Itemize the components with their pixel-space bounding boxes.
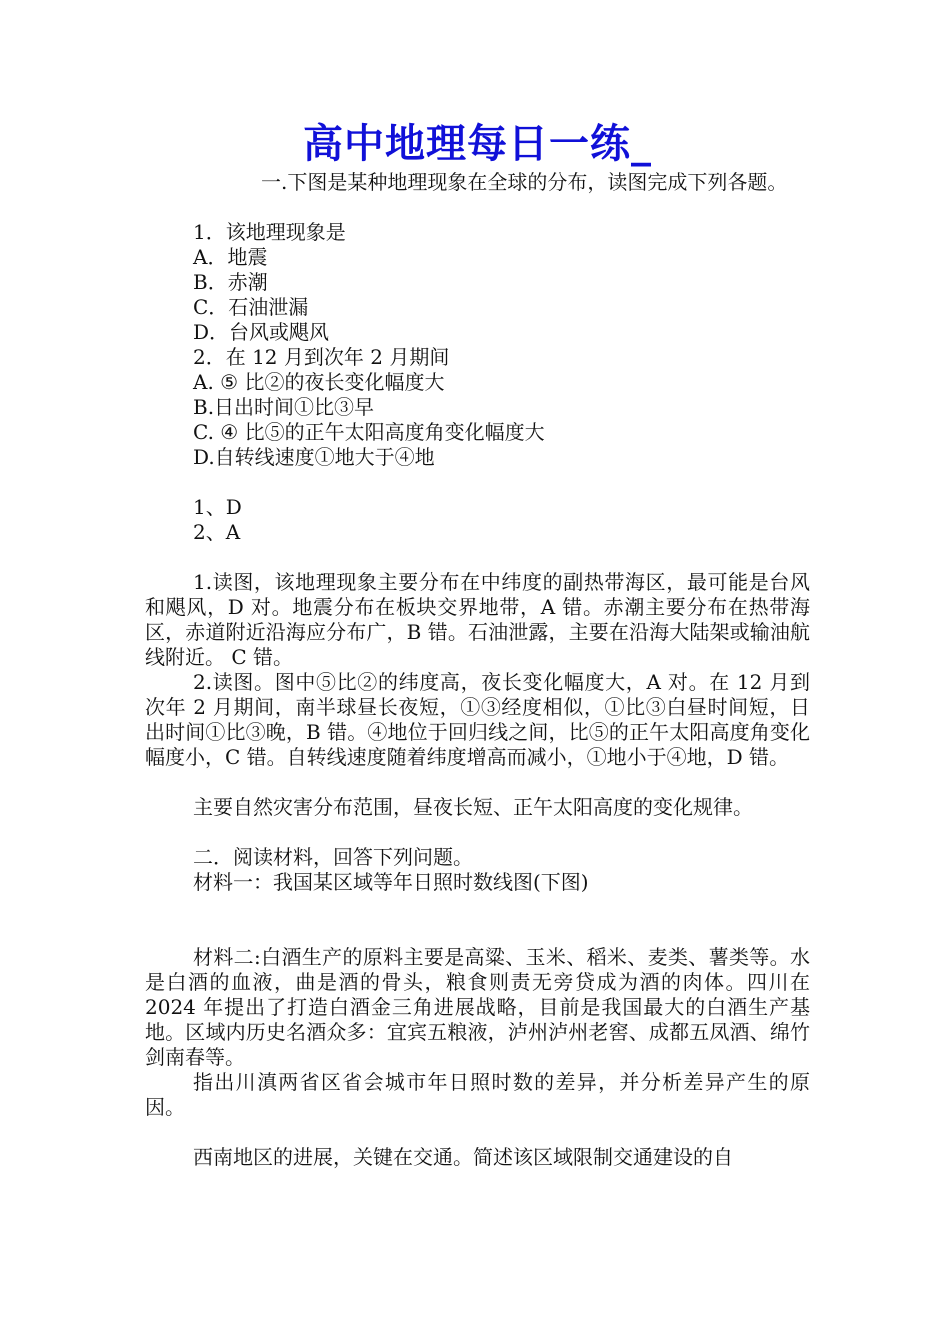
question-1-option-b: B．赤潮 <box>193 270 268 294</box>
question-1-option-a: A．地震 <box>193 245 268 269</box>
material-2: 材料二:白酒生产的原料主要是高粱、玉米、稻米、麦类、薯类等。水是白酒的血液，曲是酒的骨头，粮食则责无旁贷成为酒的肉体。四川在2024 年提出了打造白酒金三角进展战略，目前是我国最大的白酒生产基地。区域内历史名酒众多：宜宾五粮液，泸州泸州老窖、成都五凤酒、绵竹剑南春等。 <box>145 945 810 1069</box>
question-b: 西南地区的进展，关键在交通。简述该区域限制交通建设的自 <box>193 1145 733 1169</box>
answer-1: 1、D <box>193 495 242 519</box>
question-a: 指出川滇两省区省会城市年日照时数的差异，并分析差异产生的原因。 <box>145 1070 810 1119</box>
section2-heading: 二．阅读材料，回答下列问题。 <box>193 845 473 869</box>
figure-placeholder <box>145 895 810 945</box>
question-2-option-a: A. ⑤ 比②的夜长变化幅度大 <box>193 370 445 394</box>
spacer <box>145 770 810 795</box>
question-2-option-b: B.日出时间①比③早 <box>193 395 375 419</box>
question-2-stem: 2．在 12 月到次年 2 月期间 <box>193 345 450 369</box>
material-1: 材料一：我国某区域等年日照时数线图(下图) <box>193 870 589 894</box>
explanation-1: 1.读图，该地理现象主要分布在中纬度的副热带海区，最可能是台风和飓风，D 对。地震分布在板块交界地带，A 错。赤潮主要分布在热带海区，赤道附近沿海应分布广，B 错。石油泄露，主要在沿海大陆架或输油航线附近。 C 错。 <box>145 570 810 669</box>
explanation-2: 2.读图。图中⑤比②的纬度高，夜长变化幅度大，A 对。在 12 月到次年 2 月期间，南半球昼长夜短，①③经度相似，①比③白昼时间短，日出时间①比③晚，B 错。④地位于回归线之间，比⑤的正午太阳高度角变化幅度小，C 错。自转线速度随着纬度增高而减小，①地小于④地，D 错。 <box>145 670 810 769</box>
summary: 主要自然灾害分布范围，昼夜长短、正午太阳高度的变化规律。 <box>193 795 753 819</box>
question-2-option-c: C. ④ 比⑤的正午太阳高度角变化幅度大 <box>193 420 545 444</box>
answers <box>145 495 810 545</box>
section1-heading: 一.下图是某种地理现象在全球的分布，读图完成下列各题。 <box>261 170 788 194</box>
question-1-option-c: C．石油泄漏 <box>193 295 309 319</box>
spacer <box>145 470 810 495</box>
spacer <box>145 820 810 845</box>
question-2-option-d: D.自转线速度①地大于④地 <box>193 445 435 469</box>
document-title: 高中地理每日一练_ <box>303 120 652 167</box>
spacer <box>145 195 810 220</box>
spacer <box>145 545 810 570</box>
question-1-option-d: D．台风或飓风 <box>193 320 330 344</box>
question-1-stem: 1．该地理现象是 <box>193 220 346 244</box>
question-2 <box>145 345 810 470</box>
answer-2: 2、A <box>193 520 241 544</box>
question-1 <box>145 220 810 345</box>
spacer <box>145 1120 810 1145</box>
document-page <box>145 118 810 1170</box>
